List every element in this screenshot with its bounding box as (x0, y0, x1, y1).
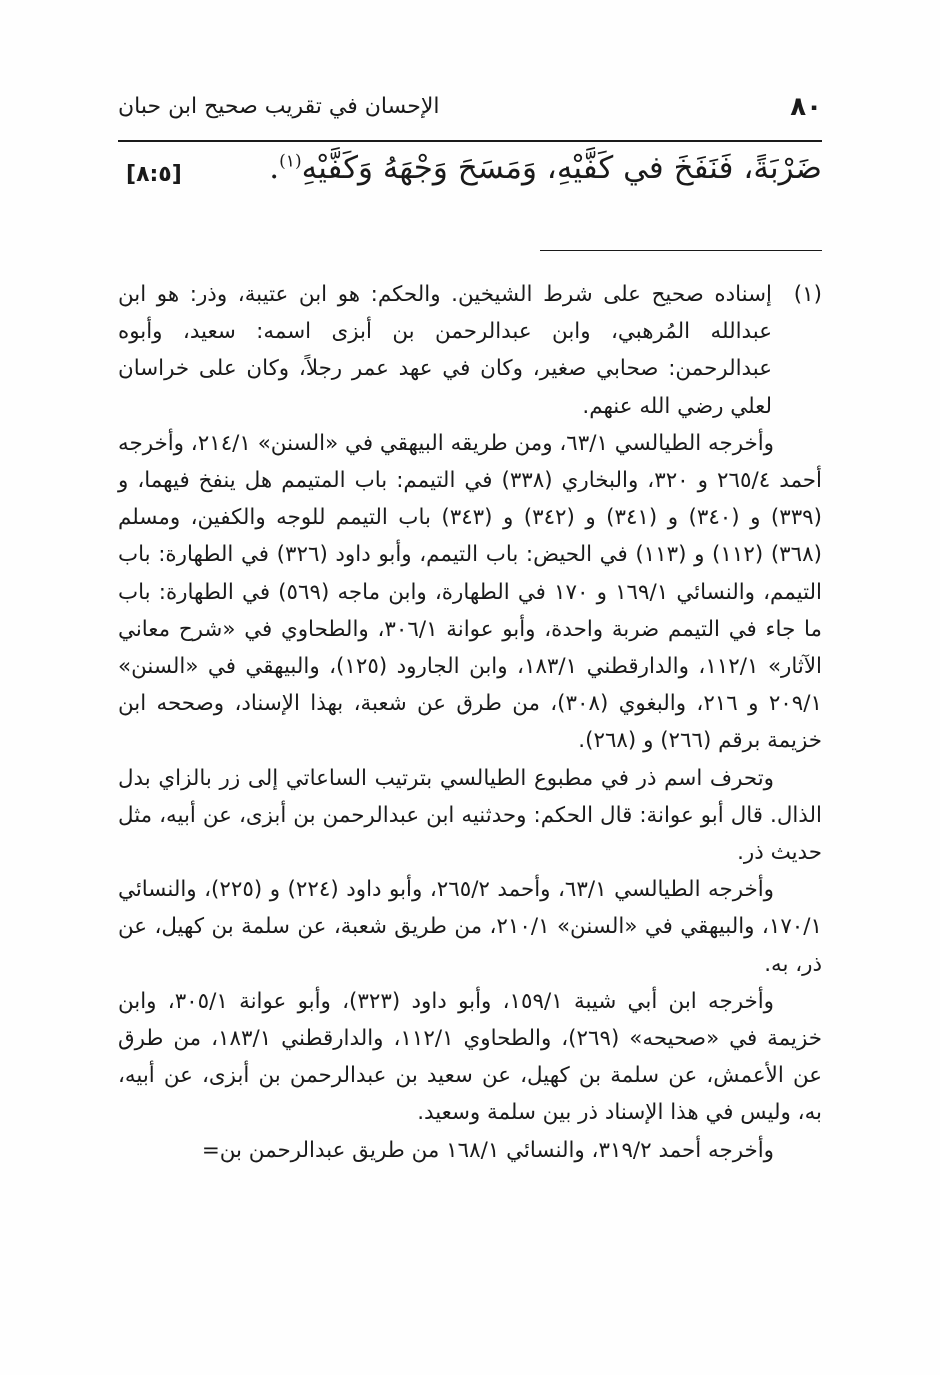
hadith-reference: [٨:٥] (126, 162, 182, 187)
page-number: ٨٠ (790, 92, 822, 122)
footnote-paragraph: وأخرجه أحمد ٣١٩/٢، والنسائي ١٦٨/١ من طريق عبدالرحمن بن= (201, 1137, 774, 1163)
hadith-text (269, 150, 822, 186)
footnote-1 (118, 276, 822, 1169)
footnote-paragraph: وتحرف اسم ذر في مطبوع الطيالسي بترتيب الساعاتي إلى زر بالزاي بدل الذال. قال أبو عوانة: قال الحكم: وحدثنيه ابن عبدالرحمن بن أبزى، عن أبيه، مثل حديث ذر. (118, 765, 822, 866)
footnote-paragraph: وأخرجه ابن أبي شيبة ١٥٩/١، وأبو داود (٣٢٣)، وأبو عوانة ٣٠٥/١، وابن خزيمة في «صحيحه» (٢٦٩)، والطحاوي ١١٢/١، والدارقطني ١٨٣/١، من طرق عن الأعمش، عن سلمة بن كهيل، عن سعيد بن عبدالرحمن بن أبزى، عن أبيه، به، وليس في هذا الإسناد ذر بين سلمة وسعيد. (118, 988, 822, 1126)
hadith-terminal: . (269, 150, 280, 186)
running-header (118, 92, 822, 126)
footnotes (118, 276, 822, 1169)
footnote-divider (540, 250, 822, 251)
hadith-text-line (118, 150, 822, 210)
footnote-paragraph: إسناده صحيح على شرط الشيخين. والحكم: هو ابن عتيبة، وذر: هو ابن عبدالله المُرهبي، وابن عبدالرحمن بن أبزى اسمه: سعيد، وأبوه عبدالرحمن: صحابي صغير، وكان في عهد عمر رجلاً، وكان على خراسان لعلي رضي الله عنهم. (118, 282, 772, 419)
hadith-body: ضَرْبَةً، فَنَفَخَ في كَفَّيْهِ، وَمَسَحَ وَجْهَهُ وَكَفَّيْهِ (301, 150, 822, 186)
footnote-reference: (١) (279, 151, 302, 172)
footnote-paragraph: وأخرجه الطيالسي ٦٣/١، وأحمد ٢٦٥/٢، وأبو داود (٢٢٤) و (٢٢٥)، والنسائي ١٧٠/١، والبيهقي في «السنن» ٢١٠/١، من طريق شعبة، عن سلمة بن كهيل، عن ذر، به. (118, 877, 822, 977)
footnote-marker: (١) (793, 282, 822, 307)
header-divider (118, 140, 822, 142)
footnote-paragraph: وأخرجه الطيالسي ٦٣/١، ومن طريقه البيهقي في «السنن» ٢١٤/١، وأخرجه أحمد ٢٦٥/٤ و ٣٢٠، والبخاري (٣٣٨) في التيمم: باب المتيمم هل ينفخ فيهما، و (٣٣٩) و (٣٤٠) و (٣٤١) و (٣٤٢) و (٣٤٣) باب التيمم للوجه والكفين، ومسلم (٣٦٨) (١١٢) و (١١٣) في الحيض: باب التيمم، وأبو داود (٣٢٦) في الطهارة: باب التيمم، والنسائي ١٦٩/١ و ١٧٠ في الطهارة، وابن ماجه (٥٦٩) في الطهارة: باب ما جاء في التيمم ضربة واحدة، وأبو عوانة ٣٠٦/١، والطحاوي في «شرح معاني الآثار» ١١٢/١، والدارقطني ١٨٣/١، وابن الجارود (١٢٥)، والبيهقي في «السنن» ٢٠٩/١ و ٢١٦، والبغوي (٣٠٨)، من طرق عن شعبة، بهذا الإسناد، وصححه ابن خزيمة برقم (٢٦٦) و (٢٦٨). (118, 430, 823, 754)
book-title: الإحسان في تقريب صحيح ابن حبان (118, 94, 440, 119)
